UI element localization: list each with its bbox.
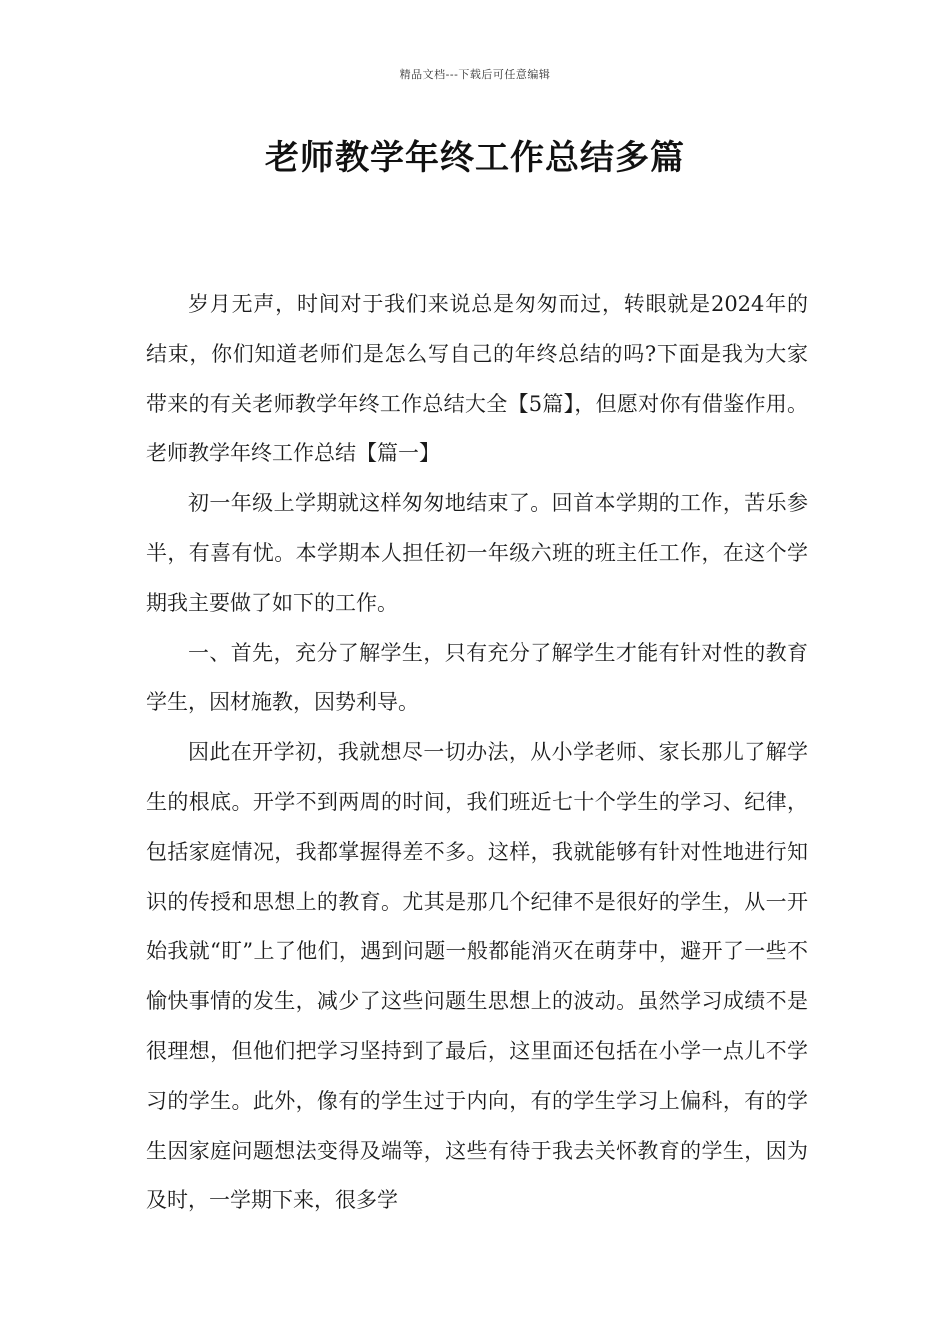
paragraph: 一、首先，充分了解学生，只有充分了解学生才能有针对性的教育学生，因材施教，因势利导。	[146, 640, 808, 715]
paragraph: 因此在开学初，我就想尽一切办法，从小学老师、家长那儿了解学生的根底。开学不到两周的时间，我们班近七十个学生的学习、纪律，包括家庭情况，我都掌握得差不多。这样，我就能够有针对性地进行知识的传授和思想上的教育。尤其是那几个纪律不是很好的学生，从一开始我就“盯”上了他们，遇到问题一般都能消灭在萌芽中，避开了一些不愉快事情的发生，减少了这些问题生思想上的波动。虽然学习成绩不是很理想，但他们把学习坚持到了最后，这里面还包括在小学一点儿不学习的学生。此外，像有的学生过于内向，有的学生学习上偏科，有的学生因家庭问题想法变得及端等，这些有待于我去关怀教育的学生，因为及时，一学期下来，很多学	[146, 740, 808, 1213]
paragraph: 岁月无声，时间对于我们来说总是匆匆而过，转眼就是2024年的结束，你们知道老师们是怎么写自己的年终总结的吗?下面是我为大家带来的有关老师教学年终工作总结大全【5篇】，但愿对你有借鉴作用。老师教学年终工作总结【篇一】	[146, 292, 808, 466]
document-body	[146, 280, 808, 1226]
paragraph: 初一年级上学期就这样匆匆地结束了。回首本学期的工作，苦乐参半，有喜有忧。本学期本人担任初一年级六班的班主任工作，在这个学期我主要做了如下的工作。	[146, 491, 808, 615]
header-note: 精品文档---下载后可任意编辑	[399, 68, 551, 81]
document-title: 老师教学年终工作总结多篇	[265, 138, 685, 178]
